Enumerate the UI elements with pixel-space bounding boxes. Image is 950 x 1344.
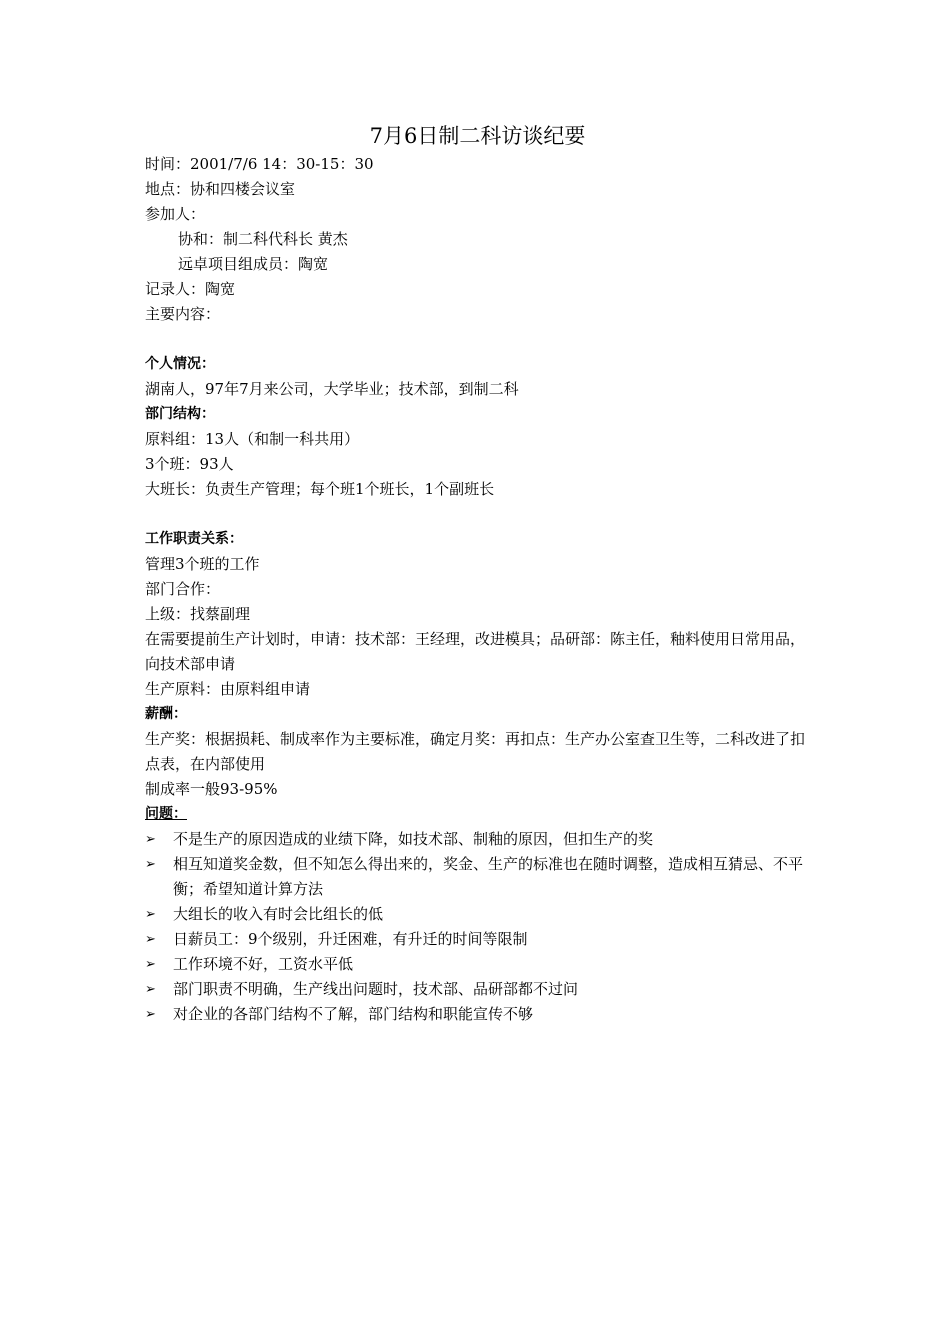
arrow-bullet-icon: ➢ <box>145 982 156 997</box>
duties-line: 上级：找蔡副理 <box>145 605 251 623</box>
participant-xiehe: 协和：制二科代科长 黄杰 <box>178 230 348 248</box>
participant-yuanzhuo: 远卓项目组成员：陶宽 <box>178 255 329 273</box>
document-title: 7月6日制二科访谈纪要 <box>369 124 586 148</box>
spacer <box>145 502 810 527</box>
structure-line: 原料组：13人（和制一科共用） <box>145 430 360 448</box>
list-item-text: 对企业的各部门结构不了解，部门结构和职能宣传不够 <box>173 1005 534 1023</box>
participants-label: 参加人： <box>145 205 206 223</box>
arrow-bullet-icon: ➢ <box>145 857 156 872</box>
section-heading-duties: 工作职责关系： <box>145 531 243 547</box>
duties-line: 管理3个班的工作 <box>145 555 260 573</box>
personal-text: 湖南人，97年7月来公司，大学毕业；技术部，到制二科 <box>145 380 519 398</box>
list-item <box>145 927 810 952</box>
arrow-bullet-icon: ➢ <box>145 932 156 947</box>
list-item <box>145 952 810 977</box>
salary-line: 制成率一般93-95% <box>145 780 278 798</box>
document-page <box>145 120 810 1027</box>
meeting-place: 地点：协和四楼会议室 <box>145 180 296 198</box>
list-item <box>145 1002 810 1027</box>
arrow-bullet-icon: ➢ <box>145 1007 156 1022</box>
list-item-text: 工作环境不好，工资水平低 <box>173 955 354 973</box>
list-item <box>145 902 810 927</box>
list-item-text: 日薪员工：9个级别，升迁困难，有升迁的时间等限制 <box>173 930 528 948</box>
meeting-time: 时间：2001/7/6 14：30-15：30 <box>145 155 374 173</box>
structure-line: 3个班：93人 <box>145 455 234 473</box>
spacer <box>145 327 810 352</box>
section-heading-salary: 薪酬： <box>145 706 187 722</box>
list-item-text: 不是生产的原因造成的业绩下降，如技术部、制釉的原因，但扣生产的奖 <box>173 830 654 848</box>
list-item <box>145 977 810 1002</box>
arrow-bullet-icon: ➢ <box>145 832 156 847</box>
duties-line: 生产原料：由原料组申请 <box>145 680 311 698</box>
arrow-bullet-icon: ➢ <box>145 957 156 972</box>
list-item-text: 相互知道奖金数，但不知怎么得出来的，奖金、生产的标准也在随时调整，造成相互猜忌、不平衡；希望知道计算方法 <box>173 855 804 898</box>
duties-line: 部门合作： <box>145 580 221 598</box>
list-item-text: 部门职责不明确，生产线出问题时，技术部、品研部都不过问 <box>173 980 579 998</box>
content-label: 主要内容： <box>145 305 221 323</box>
arrow-bullet-icon: ➢ <box>145 907 156 922</box>
section-heading-personal: 个人情况： <box>145 356 215 372</box>
section-heading-structure: 部门结构： <box>145 406 215 422</box>
salary-line: 生产奖：根据损耗、制成率作为主要标准，确定月奖：再扣点：生产办公室查卫生等，二科改进了扣点表，在内部使用 <box>145 730 806 773</box>
structure-line: 大班长：负责生产管理；每个班1个班长，1个副班长 <box>145 480 495 498</box>
section-heading-issues: 问题： <box>145 806 187 822</box>
list-item <box>145 852 810 902</box>
list-item-text: 大组长的收入有时会比组长的低 <box>173 905 384 923</box>
duties-line: 在需要提前生产计划时，申请：技术部：王经理，改进模具；品研部：陈主任，釉料使用日常用品，向技术部申请 <box>145 630 806 673</box>
recorder: 记录人：陶宽 <box>145 280 236 298</box>
list-item <box>145 827 810 852</box>
issues-list <box>145 827 810 1027</box>
